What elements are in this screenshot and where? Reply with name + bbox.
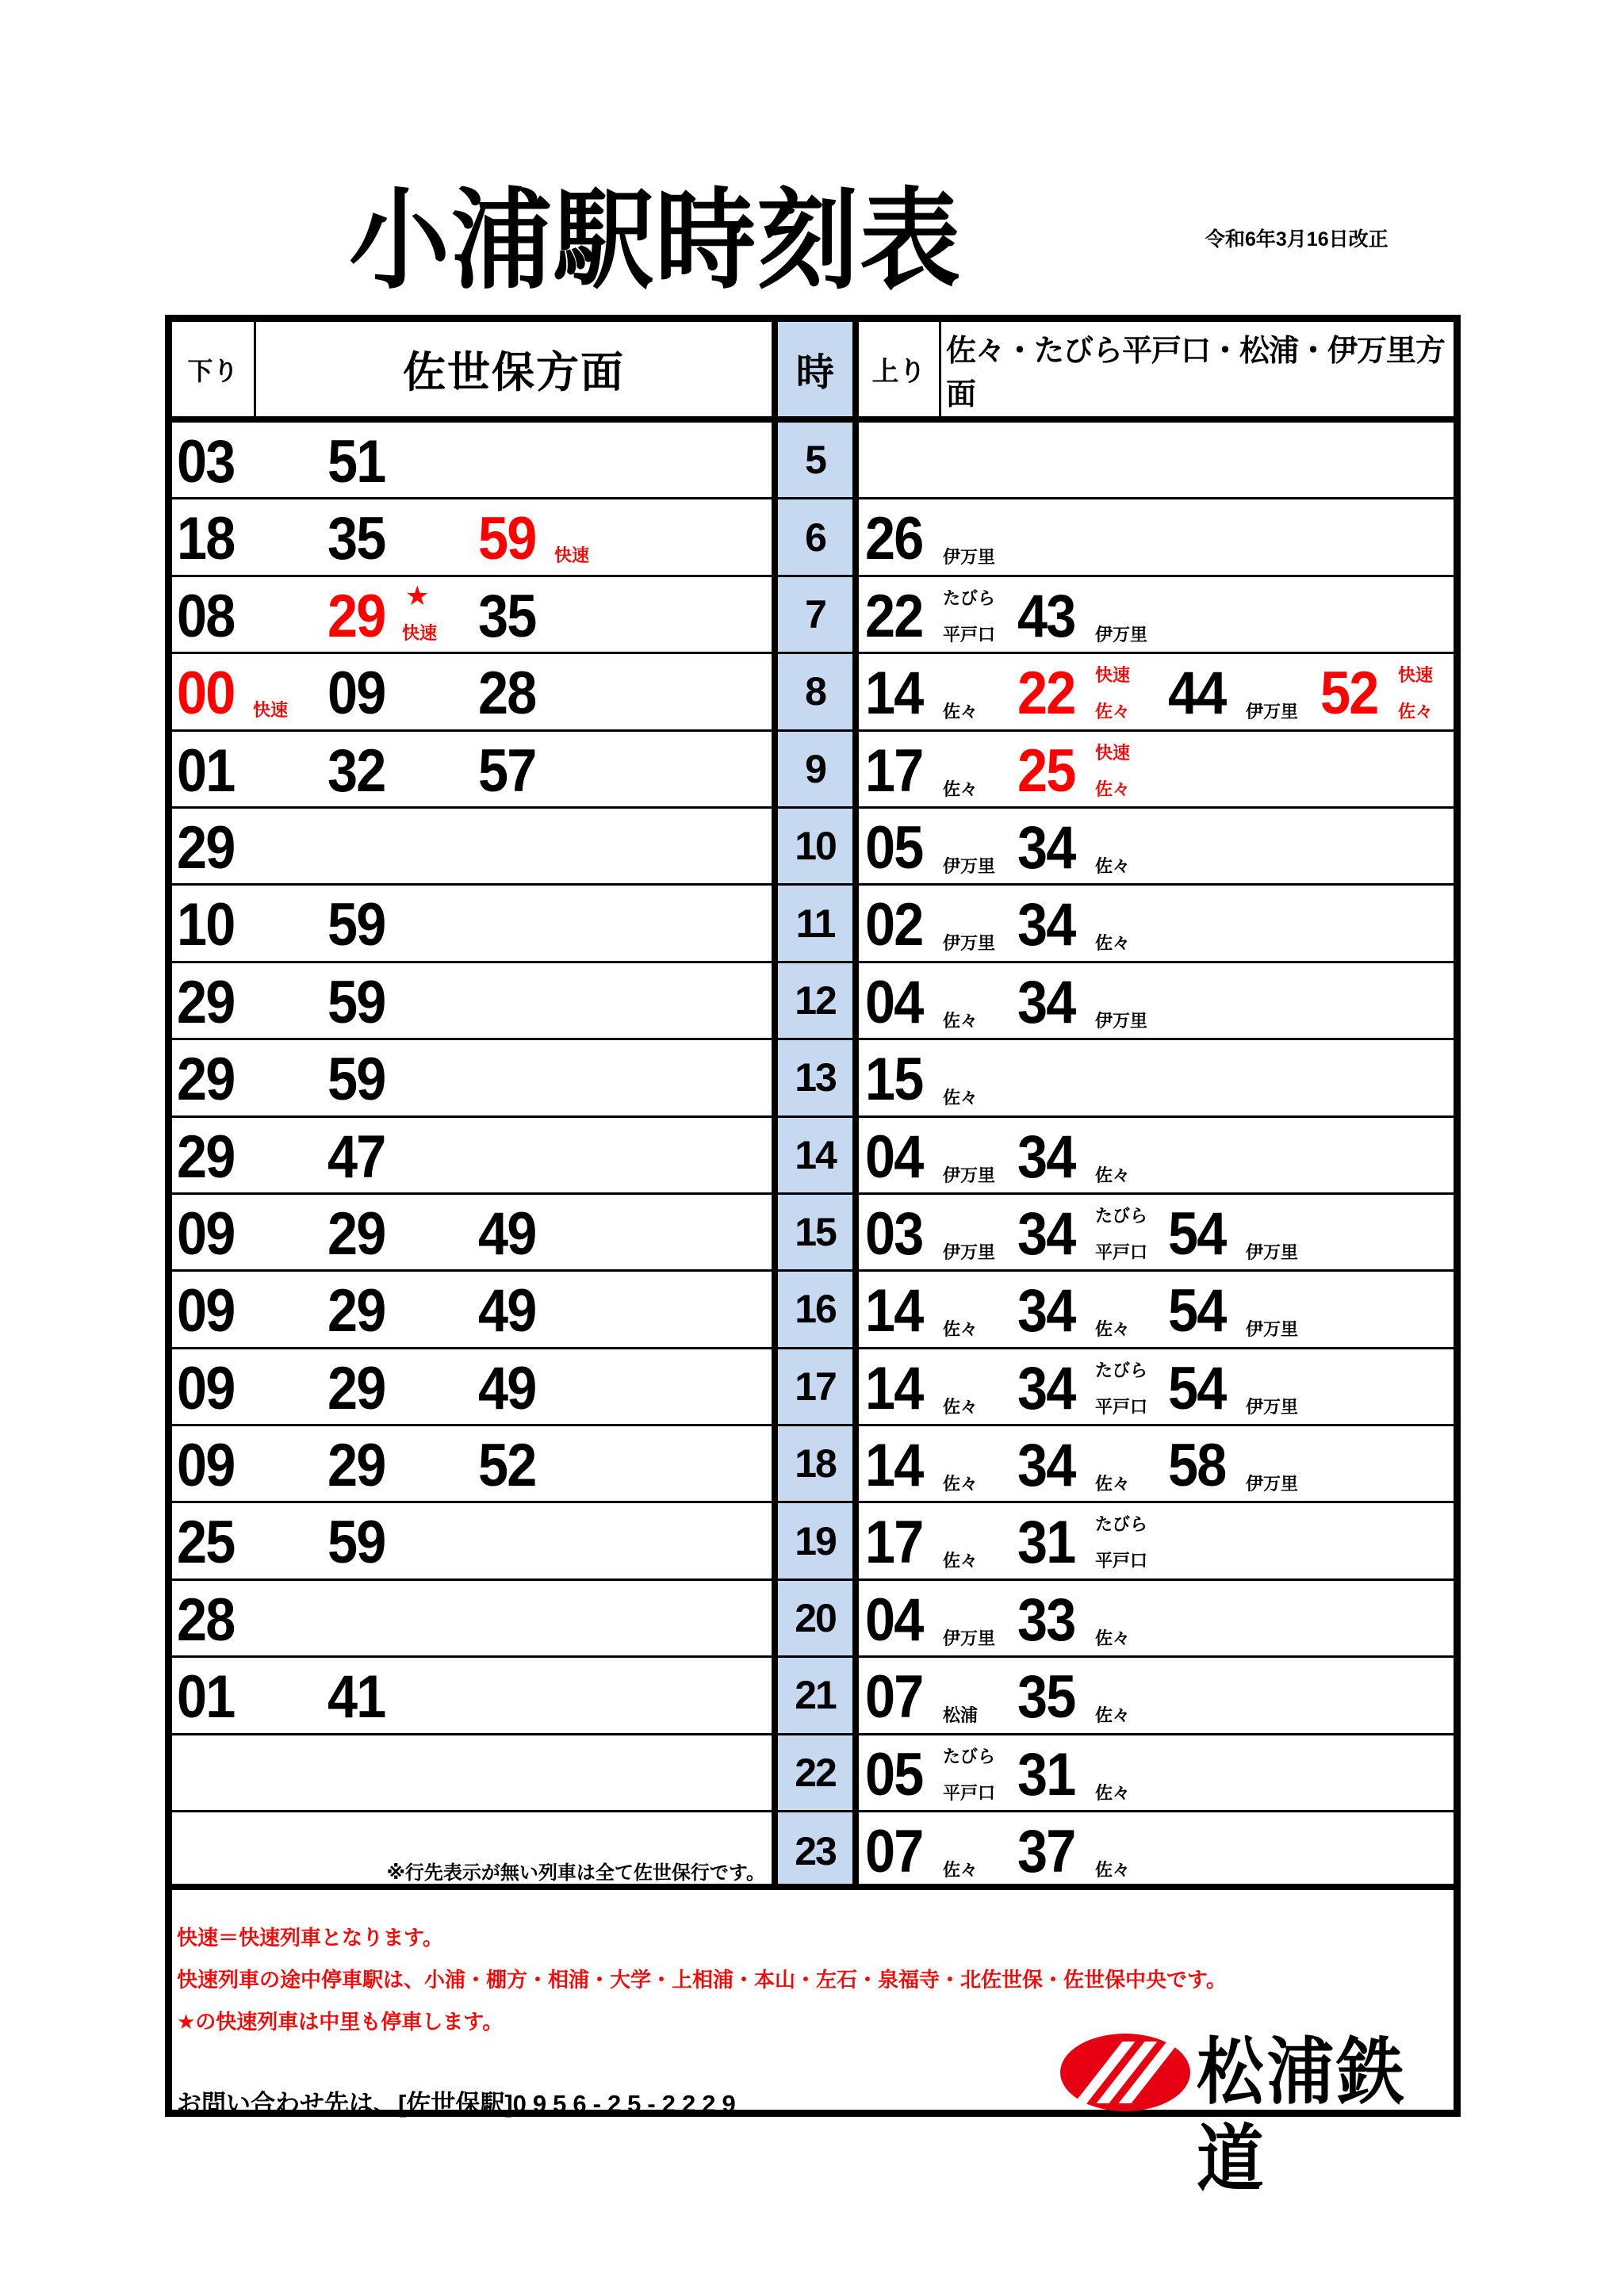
star-icon: ★ xyxy=(405,580,430,611)
table-row xyxy=(172,654,1454,731)
destination-label: 伊万里 xyxy=(1095,624,1148,645)
departure-minute: 07 xyxy=(865,1818,923,1886)
departure-minute: 09 xyxy=(177,1432,235,1500)
departure-minute: 51 xyxy=(327,428,385,496)
down-departures xyxy=(172,1503,772,1578)
destination-label: 平戸口 xyxy=(943,1782,996,1803)
departure-minute: 32 xyxy=(327,737,385,805)
down-departures xyxy=(172,1272,772,1346)
departure-minute: 49 xyxy=(478,1277,536,1345)
departure-minute: 14 xyxy=(865,660,923,728)
departure-minute: 03 xyxy=(177,428,235,496)
destination-label: 佐々 xyxy=(943,1088,979,1108)
up-departures xyxy=(859,809,1454,883)
departure-minute: 09 xyxy=(177,1354,235,1422)
destination-label: 佐々 xyxy=(943,1396,979,1417)
departure-minute: 31 xyxy=(1017,1740,1075,1808)
rapid-label: 快速 xyxy=(1095,742,1131,763)
departure-minute: 43 xyxy=(1017,582,1075,650)
destination-note: ※行先表示が無い列車は全て佐世保行です。 xyxy=(386,1862,765,1885)
departure-minute: 07 xyxy=(865,1663,923,1732)
destination-label: 伊万里 xyxy=(943,855,996,876)
table-row xyxy=(172,732,1454,809)
up-departures xyxy=(859,1735,1454,1810)
hour-cell: 14 xyxy=(772,1118,859,1192)
departure-minute: 29 xyxy=(327,582,385,650)
departure-minute: 04 xyxy=(865,968,923,1036)
departure-minute: 09 xyxy=(177,1277,235,1345)
hour-label: 時 xyxy=(772,322,859,416)
down-departures xyxy=(172,1195,772,1269)
departure-minute: 59 xyxy=(327,1046,385,1114)
departure-minute: 03 xyxy=(865,1200,923,1268)
down-destination: 佐世保方面 xyxy=(403,349,625,396)
departure-minute: 44 xyxy=(1168,660,1226,728)
departure-minute: 54 xyxy=(1168,1277,1226,1345)
footer-note-star: ★の快速列車は中里も停車します。 xyxy=(177,2010,504,2034)
table-row xyxy=(172,963,1454,1040)
departure-minute: 54 xyxy=(1168,1200,1226,1268)
up-departures xyxy=(859,499,1454,574)
down-departures xyxy=(172,963,772,1038)
departure-minute: 28 xyxy=(478,660,536,728)
departure-minute: 52 xyxy=(1320,660,1378,728)
destination-label-top: たびら xyxy=(943,1746,996,1766)
rapid-label: 快速 xyxy=(1398,665,1434,686)
revision-date: 令和6年3月16日改正 xyxy=(1205,228,1388,251)
destination-label: 佐々 xyxy=(943,1551,979,1571)
destination-label: 佐々 xyxy=(1095,1705,1131,1726)
departure-minute: 17 xyxy=(865,1509,923,1577)
destination-label: 伊万里 xyxy=(943,1628,996,1648)
departure-minute: 34 xyxy=(1017,968,1075,1036)
timetable-rows xyxy=(172,423,1454,1889)
destination-label: 佐々 xyxy=(1095,1165,1131,1185)
up-departures xyxy=(859,577,1454,652)
destination-label: 佐々 xyxy=(943,702,979,722)
rapid-label: 快速 xyxy=(253,700,289,721)
table-row xyxy=(172,1272,1454,1349)
up-departures xyxy=(859,1195,1454,1269)
down-departures xyxy=(172,886,772,960)
down-departures xyxy=(172,1426,772,1501)
down-label: 下り xyxy=(172,322,256,416)
departure-minute: 29 xyxy=(177,1123,235,1191)
hour-cell: 9 xyxy=(772,732,859,806)
departure-minute: 17 xyxy=(865,737,923,805)
destination-label: 平戸口 xyxy=(1095,1551,1148,1571)
timetable-sheet xyxy=(165,315,1461,2200)
table-row xyxy=(172,499,1454,576)
destination-label: 佐々 xyxy=(943,1319,979,1340)
departure-minute: 54 xyxy=(1168,1354,1226,1422)
hour-cell: 19 xyxy=(772,1503,859,1578)
departure-minute: 25 xyxy=(1017,737,1075,805)
destination-label: 佐々 xyxy=(1095,779,1131,799)
up-departures xyxy=(859,654,1454,729)
up-departures xyxy=(859,1658,1454,1732)
footer-note-stops: 快速列車の途中停車駅は、小浦・棚方・相浦・大学・上相浦・本山・左石・泉福寺・北佐世保・佐世保中央です。 xyxy=(177,1968,1227,1992)
table-row xyxy=(172,1735,1454,1812)
departure-minute: 15 xyxy=(865,1046,923,1114)
departure-minute: 10 xyxy=(177,891,235,959)
departure-minute: 14 xyxy=(865,1354,923,1422)
departure-minute: 29 xyxy=(327,1432,385,1500)
departure-minute: 35 xyxy=(478,582,536,650)
departure-minute: 52 xyxy=(478,1432,536,1500)
down-departures xyxy=(172,732,772,806)
up-departures xyxy=(859,1349,1454,1424)
destination-label: 佐々 xyxy=(943,779,979,799)
down-departures xyxy=(172,1812,772,1889)
hour-cell: 5 xyxy=(772,423,859,497)
departure-minute: 28 xyxy=(177,1586,235,1654)
table-row xyxy=(172,577,1454,654)
hour-cell: 13 xyxy=(772,1040,859,1115)
destination-label-top: たびら xyxy=(943,587,996,608)
departure-minute: 31 xyxy=(1017,1509,1075,1577)
destination-label: 佐々 xyxy=(1095,1319,1131,1340)
hour-cell: 10 xyxy=(772,809,859,883)
table-row xyxy=(172,809,1454,886)
destination-label: 伊万里 xyxy=(1246,1242,1299,1262)
destination-label: 佐々 xyxy=(1398,702,1434,722)
down-departures xyxy=(172,577,772,652)
destination-label: 佐々 xyxy=(1095,933,1131,954)
departure-minute: 37 xyxy=(1017,1818,1075,1886)
departure-minute: 49 xyxy=(478,1354,536,1422)
departure-minute: 34 xyxy=(1017,1200,1075,1268)
table-row xyxy=(172,1503,1454,1580)
departure-minute: 04 xyxy=(865,1586,923,1654)
departure-minute: 41 xyxy=(327,1663,385,1732)
hour-cell: 16 xyxy=(772,1272,859,1346)
hour-cell: 7 xyxy=(772,577,859,652)
hour-cell: 20 xyxy=(772,1581,859,1655)
table-row xyxy=(172,1658,1454,1735)
destination-label: 佐々 xyxy=(1095,1628,1131,1648)
departure-minute: 59 xyxy=(478,505,536,573)
logo-mark-icon xyxy=(1060,2034,1190,2111)
departure-minute: 01 xyxy=(177,737,235,805)
destination-label: 佐々 xyxy=(943,1010,979,1031)
hour-cell: 12 xyxy=(772,963,859,1038)
contact-info xyxy=(177,2084,742,2119)
table-row xyxy=(172,423,1454,499)
destination-label-top: たびら xyxy=(1095,1514,1148,1535)
logo-text: 松浦鉄道 xyxy=(1197,2032,1407,2200)
destination-label: 伊万里 xyxy=(1246,1319,1299,1340)
down-departures xyxy=(172,1581,772,1655)
up-departures xyxy=(859,886,1454,960)
departure-minute: 05 xyxy=(865,813,923,882)
up-departures xyxy=(859,1118,1454,1192)
destination-label: 伊万里 xyxy=(943,1165,996,1185)
destination-label: 佐々 xyxy=(943,1474,979,1494)
table-header xyxy=(172,322,1454,423)
destination-label: 伊万里 xyxy=(943,547,996,568)
departure-minute: 29 xyxy=(177,1046,235,1114)
table-row xyxy=(172,1040,1454,1117)
destination-label: 伊万里 xyxy=(1095,1010,1148,1031)
table-row xyxy=(172,1426,1454,1503)
down-departures xyxy=(172,423,772,497)
departure-minute: 09 xyxy=(177,1200,235,1268)
footer-note-rapid: 快速＝快速列車となります。 xyxy=(177,1926,443,1950)
departure-minute: 04 xyxy=(865,1123,923,1191)
table-row xyxy=(172,1118,1454,1195)
departure-minute: 59 xyxy=(327,968,385,1036)
departure-minute: 34 xyxy=(1017,1432,1075,1500)
down-departures xyxy=(172,1040,772,1115)
up-departures xyxy=(859,732,1454,806)
table-row xyxy=(172,1581,1454,1658)
company-logo xyxy=(1060,2029,1449,2200)
up-departures xyxy=(859,423,1454,497)
destination-label: 佐々 xyxy=(1095,1782,1131,1803)
destination-label: 伊万里 xyxy=(1246,702,1299,722)
departure-minute: 09 xyxy=(327,660,385,728)
destination-label: 平戸口 xyxy=(1095,1242,1148,1262)
departure-minute: 02 xyxy=(865,891,923,959)
departure-minute: 26 xyxy=(865,505,923,573)
departure-minute: 29 xyxy=(177,813,235,882)
departure-minute: 49 xyxy=(478,1200,536,1268)
departure-minute: 14 xyxy=(865,1432,923,1500)
rapid-label: 快速 xyxy=(554,545,590,566)
down-departures xyxy=(172,1349,772,1424)
hour-cell: 15 xyxy=(772,1195,859,1269)
departure-minute: 29 xyxy=(327,1200,385,1268)
departure-minute: 34 xyxy=(1017,891,1075,959)
destination-label: 伊万里 xyxy=(1246,1474,1299,1494)
departure-minute: 05 xyxy=(865,1740,923,1808)
departure-minute: 29 xyxy=(177,968,235,1036)
footer xyxy=(172,1884,1454,2200)
destination-label: 平戸口 xyxy=(1095,1396,1148,1417)
destination-label: 佐々 xyxy=(1095,1474,1131,1494)
destination-label: 松浦 xyxy=(943,1705,979,1726)
departure-minute: 25 xyxy=(177,1509,235,1577)
up-departures xyxy=(859,1272,1454,1346)
departure-minute: 08 xyxy=(177,582,235,650)
destination-label-top: たびら xyxy=(1095,1205,1148,1226)
destination-label: 伊万里 xyxy=(943,1242,996,1262)
hour-cell: 6 xyxy=(772,499,859,574)
down-departures xyxy=(172,1735,772,1810)
departure-minute: 29 xyxy=(327,1354,385,1422)
destination-label: 佐々 xyxy=(943,1860,979,1881)
hour-cell: 11 xyxy=(772,886,859,960)
table-row xyxy=(172,1349,1454,1426)
hour-cell: 23 xyxy=(772,1812,859,1889)
destination-label: 平戸口 xyxy=(943,624,996,645)
table-row xyxy=(172,1812,1454,1889)
page-title: 小浦駅時刻表 xyxy=(349,180,962,302)
destination-label-top: たびら xyxy=(1095,1360,1148,1380)
departure-minute: 47 xyxy=(327,1123,385,1191)
hour-cell: 8 xyxy=(772,654,859,729)
hour-cell: 22 xyxy=(772,1735,859,1810)
departure-minute: 33 xyxy=(1017,1586,1075,1654)
departure-minute: 35 xyxy=(1017,1663,1075,1732)
destination-label: 佐々 xyxy=(1095,1860,1131,1881)
destination-label: 佐々 xyxy=(1095,855,1131,876)
departure-minute: 34 xyxy=(1017,1354,1075,1422)
up-departures xyxy=(859,1040,1454,1115)
departure-minute: 22 xyxy=(865,582,923,650)
down-departures xyxy=(172,654,772,729)
hour-cell: 18 xyxy=(772,1426,859,1501)
departure-minute: 35 xyxy=(327,505,385,573)
up-destination: 佐々・たびら平戸口・松浦・伊万里方面 xyxy=(946,334,1446,411)
departure-minute: 18 xyxy=(177,505,235,573)
table-row xyxy=(172,886,1454,962)
destination-label: 伊万里 xyxy=(943,933,996,954)
departure-minute: 29 xyxy=(327,1277,385,1345)
down-departures xyxy=(172,1658,772,1732)
departure-minute: 14 xyxy=(865,1277,923,1345)
down-departures xyxy=(172,1118,772,1192)
departure-minute: 57 xyxy=(478,737,536,805)
departure-minute: 00 xyxy=(177,660,235,728)
destination-label: 伊万里 xyxy=(1246,1396,1299,1417)
contact-label: お問い合わせ先は、[佐世保駅] xyxy=(177,2090,513,2118)
departure-minute: 59 xyxy=(327,1509,385,1577)
up-departures xyxy=(859,1426,1454,1501)
contact-phone: 0956-25-2229 xyxy=(512,2090,742,2118)
up-departures xyxy=(859,1503,1454,1578)
rapid-label: 快速 xyxy=(402,622,438,643)
departure-minute: 58 xyxy=(1168,1432,1226,1500)
departure-minute: 01 xyxy=(177,1663,235,1732)
departure-minute: 22 xyxy=(1017,660,1075,728)
departure-minute: 34 xyxy=(1017,1277,1075,1345)
destination-label: 佐々 xyxy=(1095,702,1131,722)
up-label: 上り xyxy=(859,322,941,416)
table-row xyxy=(172,1195,1454,1272)
departure-minute: 34 xyxy=(1017,1123,1075,1191)
hour-cell: 17 xyxy=(772,1349,859,1424)
up-departures xyxy=(859,963,1454,1038)
up-departures xyxy=(859,1812,1454,1889)
rapid-label: 快速 xyxy=(1095,665,1131,686)
down-departures xyxy=(172,809,772,883)
down-departures xyxy=(172,499,772,574)
departure-minute: 34 xyxy=(1017,813,1075,882)
up-departures xyxy=(859,1581,1454,1655)
departure-minute: 59 xyxy=(327,891,385,959)
hour-cell: 21 xyxy=(772,1658,859,1732)
